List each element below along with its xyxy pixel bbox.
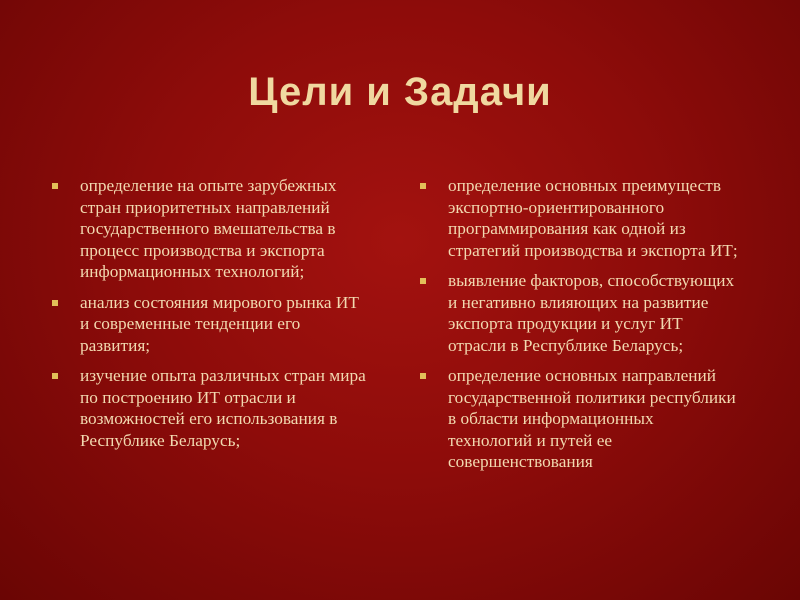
list-item-text: анализ состояния мирового рынка ИТ и современные тенденции его развития; bbox=[80, 292, 359, 355]
list-item bbox=[52, 292, 372, 357]
list-item bbox=[420, 175, 740, 261]
square-bullet-icon bbox=[420, 373, 426, 379]
square-bullet-icon bbox=[52, 373, 58, 379]
slide-title: Цели и Задачи bbox=[248, 70, 552, 114]
square-bullet-icon bbox=[420, 183, 426, 189]
square-bullet-icon bbox=[52, 183, 58, 189]
list-item-text: определение основных направлений государственной политики республики в области информационных технологий и путей ее совершенствования bbox=[448, 366, 736, 471]
list-item-text: выявление факторов, способствующих и негативно влияющих на развитие экспорта продукции и услуг ИТ отрасли в Республике Беларусь; bbox=[448, 271, 735, 355]
list-item bbox=[52, 365, 372, 451]
right-bullet-list bbox=[420, 175, 740, 482]
list-item bbox=[52, 175, 372, 283]
square-bullet-icon bbox=[52, 300, 58, 306]
left-bullet-list bbox=[52, 175, 372, 460]
list-item-text: определение на опыте зарубежных стран приоритетных направлений государственного вмешательства в процесс производства и экспорта информационных технологий; bbox=[80, 176, 337, 281]
square-bullet-icon bbox=[420, 278, 426, 284]
list-item-text: определение основных преимуществ экспортно-ориентированного программирования как одной из стратегий производства и экспорта ИТ; bbox=[448, 176, 738, 260]
list-item bbox=[420, 270, 740, 356]
list-item bbox=[420, 365, 740, 473]
list-item-text: изучение опыта различных стран мира по построению ИТ отрасли и возможностей его использования в Республике Беларусь; bbox=[80, 366, 366, 450]
